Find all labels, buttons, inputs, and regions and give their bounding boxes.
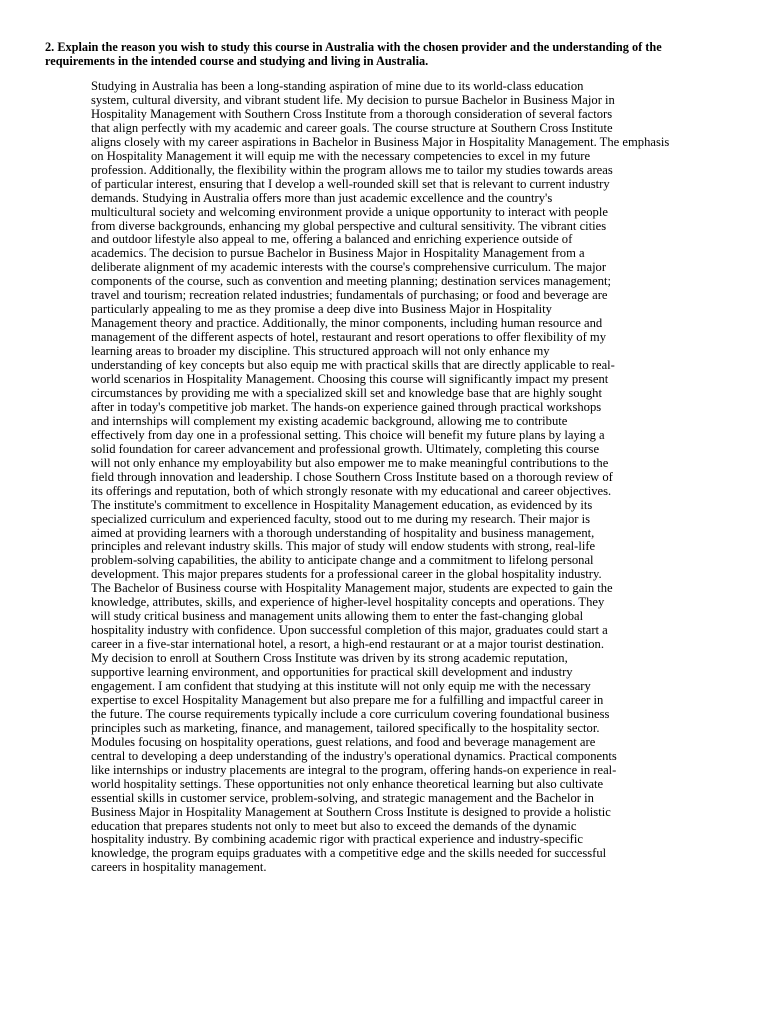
answer-line: education that prepares students not only to meet but also to exceed the demands of the dynamic (91, 818, 577, 833)
question-heading (45, 40, 725, 68)
answer-line: knowledge, the program equips graduates with a competitive edge and the skills needed for successful (91, 846, 607, 861)
answer-line: and internships will complement my existing academic background, allowing me to contribute (91, 413, 568, 428)
answer-line: particularly appealing to me as they promise a deep dive into Business Major in Hospitality (91, 302, 552, 317)
answer-line: Management theory and practice. Additionally, the minor components, including human resource and (91, 316, 603, 331)
question-number: 2. (45, 40, 55, 54)
answer-line: principles such as marketing, finance, and management, tailored specifically to the hospitality sector. (91, 720, 600, 735)
answer-line: Modules focusing on hospitality operations, guest relations, and food and beverage management are (91, 734, 596, 749)
answer-line: development. This major prepares students for a professional career in the global hospitality industry. (91, 567, 602, 582)
answer-line: My decision to enroll at Southern Cross Institute was driven by its strong academic reputation, (91, 651, 568, 666)
answer-line: expertise to excel Hospitality Management but also prepare me for a fulfilling and impactful career in (91, 692, 604, 707)
answer-line: the future. The course requirements typically include a core curriculum covering foundational business (91, 706, 610, 721)
answer-line: academics. The decision to pursue Bachelor in Business Major in Hospitality Management from a (91, 246, 585, 261)
answer-line: central to developing a deep understanding of the industry's operational dynamics. Practical components (91, 748, 617, 763)
answer-line: effectively from day one in a professional setting. This choice will benefit my future plans by laying a (91, 427, 605, 442)
answer-paragraph (91, 80, 718, 875)
answer-line: The Bachelor of Business course with Hospitality Management major, students are expected to gain the (91, 581, 613, 596)
answer-line: system, cultural diversity, and vibrant student life. My decision to pursue Bachelor in Business Major in (91, 92, 615, 107)
answer-line: careers in hospitality management. (91, 860, 267, 875)
answer-line: principles and relevant industry skills. This major of study will endow students with strong, real-life (91, 539, 596, 554)
answer-line: Hospitality Management with Southern Cross Institute from a thorough consideration of several factors (91, 106, 613, 121)
answer-line: deliberate alignment of my academic interests with the course's comprehensive curriculum. The major (91, 260, 607, 275)
answer-line: hospitality industry with confidence. Upon successful completion of this major, graduates could start a (91, 623, 608, 638)
answer-line: specialized curriculum and experienced faculty, stood out to me during my research. Their major is (91, 511, 591, 526)
question-text: Explain the reason you wish to study this course in Australia with the chosen provider and the understanding of the requirements in the intended course and studying and living in Australia. (45, 40, 662, 68)
answer-line: problem-solving capabilities, the ability to anticipate change and a commitment to lifelong personal (91, 553, 594, 568)
answer-line: world hospitality settings. These opportunities not only enhance theoretical learning but also cultivate (91, 776, 604, 791)
answer-line: components of the course, such as convention and meeting planning; destination services management; (91, 274, 612, 289)
answer-line: like internships or industry placements are integral to the program, offering hands-on experience in real- (91, 762, 617, 777)
answer-line: will study critical business and management units allowing them to enter the fast-changing global (91, 609, 584, 624)
answer-line: of particular interest, ensuring that I develop a well-rounded skill set that is relevant to current industry (91, 176, 610, 191)
answer-line: field through innovation and leadership. I chose Southern Cross Institute based on a thorough review of (91, 469, 613, 484)
answer-line: management of the different aspects of hotel, restaurant and resort operations to offer flexibility of my (91, 330, 607, 345)
answer-line: and outdoor lifestyle also appeal to me, offering a balanced and enriching experience outside of (91, 232, 573, 247)
answer-line: The institute's commitment to excellence in Hospitality Management education, as evidenced by its (91, 497, 593, 512)
answer-line: will not only enhance my employability but also empower me to make meaningful contributions to the (91, 455, 609, 470)
answer-line: aimed at providing learners with a thorough understanding of hospitality and business management, (91, 525, 595, 540)
answer-line: Studying in Australia has been a long-standing aspiration of mine due to its world-class education (91, 79, 584, 93)
answer-line: multicultural society and welcoming environment provide a unique opportunity to interact with people (91, 204, 608, 219)
answer-line: demands. Studying in Australia offers more than just academic excellence and the country's (91, 190, 553, 205)
answer-line: Business Major in Hospitality Management at Southern Cross Institute is designed to provide a holistic (91, 804, 611, 819)
answer-line: on Hospitality Management it will equip me with the necessary competencies to excel in my future (91, 148, 591, 163)
answer-line: from diverse backgrounds, enhancing my global perspective and cultural sensitivity. The vibrant cities (91, 218, 607, 233)
answer-line: engagement. I am confident that studying at this institute will not only equip me with the necessary (91, 678, 591, 693)
answer-line: its offerings and reputation, both of which strongly resonate with my educational and career objectives. (91, 483, 612, 498)
answer-line: aligns closely with my career aspirations in Bachelor in Business Major in Hospitality Management. The emphasis (91, 134, 670, 149)
answer-line: after in today's competitive job market. The hands-on experience gained through practical workshops (91, 399, 602, 414)
answer-line: that align perfectly with my academic and career goals. The course structure at Southern Cross Institute (91, 120, 613, 135)
answer-line: learning areas to broader my discipline. This structured approach will not only enhance my (91, 344, 550, 359)
answer-line: world scenarios in Hospitality Management. Choosing this course will significantly impact my present (91, 372, 609, 387)
answer-line: supportive learning environment, and opportunities for practical skill development and industry (91, 665, 573, 680)
answer-line: profession. Additionally, the flexibility within the program allows me to tailor my studies towards areas (91, 162, 613, 177)
answer-line: solid foundation for career advancement and professional growth. Ultimately, completing this course (91, 441, 600, 456)
answer-line: circumstances by providing me with a specialized skill set and knowledge base that are highly sought (91, 385, 602, 400)
answer-line: career in a five-star international hotel, a resort, a high-end restaurant or at a major tourist destination. (91, 637, 604, 652)
answer-line: hospitality industry. By combining academic rigor with practical experience and industry-specific (91, 832, 583, 847)
answer-line: travel and tourism; recreation related industries; fundamentals of purchasing; or food and beverage are (91, 288, 608, 303)
answer-line: knowledge, attributes, skills, and experience of higher-level hospitality concepts and operations. They (91, 595, 605, 610)
answer-line: understanding of key concepts but also equip me with practical skills that are directly applicable to real- (91, 358, 615, 373)
answer-line: essential skills in customer service, problem-solving, and strategic management and the Bachelor in (91, 790, 594, 805)
